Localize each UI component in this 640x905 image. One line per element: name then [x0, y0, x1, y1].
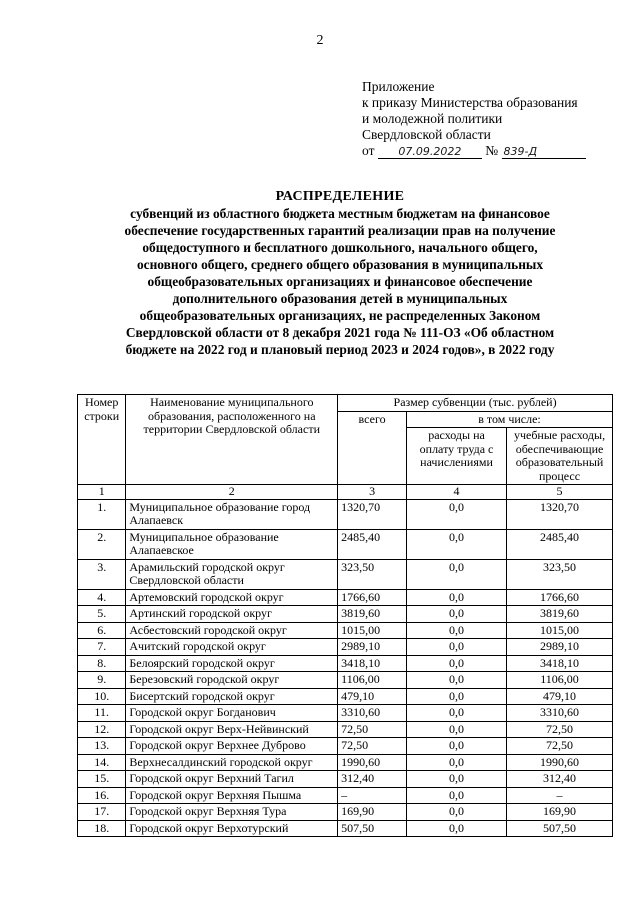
- pay-expenses-cell: 0,0: [406, 559, 506, 589]
- distribution-table: [77, 394, 613, 837]
- edu-expenses-cell: 3310,60: [507, 705, 613, 722]
- pay-expenses-cell: 0,0: [406, 499, 506, 529]
- handwritten-order-number: 839-Д: [502, 145, 586, 159]
- pay-expenses-cell: 0,0: [406, 655, 506, 672]
- total-cell: 72,50: [338, 721, 407, 738]
- row-number-cell: 17.: [78, 804, 126, 821]
- municipality-name-cell: Городской округ Верхняя Пышма: [126, 787, 338, 804]
- edu-expenses-cell: 1106,00: [507, 672, 613, 689]
- municipality-name-cell: Артемовский городской округ: [126, 589, 338, 606]
- header-row-number: Номер строки: [78, 395, 126, 485]
- municipality-name-cell: Городской округ Верхняя Тура: [126, 804, 338, 821]
- title-line: основного общего, среднего общего образования в муниципальных: [136, 257, 544, 272]
- title-heading: РАСПРЕДЕЛЕНИЕ: [275, 189, 405, 204]
- table-row: [78, 672, 613, 689]
- annex-line-1: Приложение: [362, 79, 435, 94]
- municipality-name-cell: Арамильский городской округ Свердловской области: [126, 559, 338, 589]
- edu-expenses-cell: 2989,10: [507, 639, 613, 656]
- edu-expenses-cell: 72,50: [507, 738, 613, 755]
- from-label: от: [362, 143, 375, 158]
- municipality-name-cell: Муниципальное образование Алапаевское: [126, 529, 338, 559]
- row-number-cell: 1.: [78, 499, 126, 529]
- table-row: [78, 754, 613, 771]
- total-cell: 169,90: [338, 804, 407, 821]
- municipality-name-cell: Муниципальное образование город Алапаевск: [126, 499, 338, 529]
- table-row: [78, 705, 613, 722]
- total-cell: 3418,10: [338, 655, 407, 672]
- total-cell: 3819,60: [338, 606, 407, 623]
- total-cell: 323,50: [338, 559, 407, 589]
- annex-block: [362, 79, 586, 159]
- column-number: 3: [338, 485, 407, 500]
- row-number-cell: 11.: [78, 705, 126, 722]
- row-number-cell: 16.: [78, 787, 126, 804]
- edu-expenses-cell: 1766,60: [507, 589, 613, 606]
- header-pay-expenses: расходы на оплату труда с начислениями: [406, 428, 506, 485]
- table-row: [78, 639, 613, 656]
- edu-expenses-cell: 72,50: [507, 721, 613, 738]
- pay-expenses-cell: 0,0: [406, 589, 506, 606]
- title-line: бюджете на 2022 год и плановый период 2023 и 2024 годов», в 2022 году: [125, 342, 555, 357]
- pay-expenses-cell: 0,0: [406, 705, 506, 722]
- pay-expenses-cell: 0,0: [406, 787, 506, 804]
- edu-expenses-cell: 323,50: [507, 559, 613, 589]
- page-number: 2: [316, 33, 324, 48]
- row-number-cell: 9.: [78, 672, 126, 689]
- table-row: [78, 804, 613, 821]
- total-cell: 2485,40: [338, 529, 407, 559]
- document-title: [80, 188, 600, 358]
- column-numbers-row: [78, 485, 613, 500]
- municipality-name-cell: Белоярский городской округ: [126, 655, 338, 672]
- edu-expenses-cell: 3418,10: [507, 655, 613, 672]
- column-number: 4: [406, 485, 506, 500]
- total-cell: –: [338, 787, 407, 804]
- annex-line-3: и молодежной политики: [362, 111, 503, 126]
- column-number: 1: [78, 485, 126, 500]
- municipality-name-cell: Городской округ Верхотурский: [126, 820, 338, 837]
- pay-expenses-cell: 0,0: [406, 529, 506, 559]
- annex-line-2: к приказу Министерства образования: [362, 95, 578, 110]
- table-row: [78, 787, 613, 804]
- total-cell: 1990,60: [338, 754, 407, 771]
- table-row: [78, 688, 613, 705]
- total-cell: 312,40: [338, 771, 407, 788]
- title-line: дополнительного образования детей в муниципальных: [172, 291, 508, 306]
- row-number-cell: 4.: [78, 589, 126, 606]
- table-row: [78, 738, 613, 755]
- edu-expenses-cell: 3819,60: [507, 606, 613, 623]
- annex-line-4: Свердловской области: [362, 127, 491, 142]
- edu-expenses-cell: 1320,70: [507, 499, 613, 529]
- table-row: [78, 820, 613, 837]
- pay-expenses-cell: 0,0: [406, 738, 506, 755]
- total-cell: 1766,60: [338, 589, 407, 606]
- row-number-cell: 18.: [78, 820, 126, 837]
- row-number-cell: 5.: [78, 606, 126, 623]
- header-edu-expenses: учебные расходы, обеспечивающие образовательный процесс: [507, 428, 613, 485]
- edu-expenses-cell: 1990,60: [507, 754, 613, 771]
- row-number-cell: 12.: [78, 721, 126, 738]
- row-number-cell: 15.: [78, 771, 126, 788]
- municipality-name-cell: Городской округ Верх-Нейвинский: [126, 721, 338, 738]
- municipality-name-cell: Артинский городской округ: [126, 606, 338, 623]
- edu-expenses-cell: –: [507, 787, 613, 804]
- title-line: Свердловской области от 8 декабря 2021 года № 111-ОЗ «Об областном: [125, 325, 555, 340]
- title-subtitle: [80, 205, 600, 358]
- table-row: [78, 606, 613, 623]
- municipality-name-cell: Городской округ Верхний Тагил: [126, 771, 338, 788]
- total-cell: 1106,00: [338, 672, 407, 689]
- total-cell: 507,50: [338, 820, 407, 837]
- pay-expenses-cell: 0,0: [406, 639, 506, 656]
- edu-expenses-cell: 312,40: [507, 771, 613, 788]
- header-total: всего: [338, 411, 407, 485]
- municipality-name-cell: Городской округ Богданович: [126, 705, 338, 722]
- edu-expenses-cell: 2485,40: [507, 529, 613, 559]
- pay-expenses-cell: 0,0: [406, 606, 506, 623]
- title-line: общедоступного и бесплатного дошкольного, начального общего,: [142, 240, 538, 255]
- title-line: обеспечение государственных гарантий реализации прав на получение: [124, 223, 556, 238]
- table-row: [78, 499, 613, 529]
- edu-expenses-cell: 1015,00: [507, 622, 613, 639]
- total-cell: 1320,70: [338, 499, 407, 529]
- table-row: [78, 529, 613, 559]
- handwritten-date: 07.09.2022: [378, 145, 482, 159]
- row-number-cell: 13.: [78, 738, 126, 755]
- edu-expenses-cell: 507,50: [507, 820, 613, 837]
- municipality-name-cell: Асбестовский городской округ: [126, 622, 338, 639]
- row-number-cell: 6.: [78, 622, 126, 639]
- edu-expenses-cell: 479,10: [507, 688, 613, 705]
- table-row: [78, 622, 613, 639]
- table-row: [78, 559, 613, 589]
- pay-expenses-cell: 0,0: [406, 672, 506, 689]
- total-cell: 2989,10: [338, 639, 407, 656]
- table-row: [78, 589, 613, 606]
- row-number-cell: 7.: [78, 639, 126, 656]
- total-cell: 479,10: [338, 688, 407, 705]
- row-number-cell: 8.: [78, 655, 126, 672]
- municipality-name-cell: Городской округ Верхнее Дуброво: [126, 738, 338, 755]
- edu-expenses-cell: 169,90: [507, 804, 613, 821]
- pay-expenses-cell: 0,0: [406, 754, 506, 771]
- title-line: общеобразовательных организациях, не распределенных Законом: [139, 308, 541, 323]
- municipality-name-cell: Березовский городской округ: [126, 672, 338, 689]
- pay-expenses-cell: 0,0: [406, 820, 506, 837]
- row-number-cell: 14.: [78, 754, 126, 771]
- pay-expenses-cell: 0,0: [406, 771, 506, 788]
- row-number-cell: 2.: [78, 529, 126, 559]
- municipality-name-cell: Бисертский городской округ: [126, 688, 338, 705]
- title-line: общеобразовательных организациях и финансовое обеспечение: [147, 274, 533, 289]
- total-cell: 1015,00: [338, 622, 407, 639]
- table-row: [78, 655, 613, 672]
- municipality-name-cell: Ачитский городской округ: [126, 639, 338, 656]
- row-number-cell: 10.: [78, 688, 126, 705]
- header-subsidy-size: Размер субвенции (тыс. рублей): [338, 395, 613, 412]
- title-line: субвенций из областного бюджета местным бюджетам на финансовое: [130, 206, 550, 221]
- header-including: в том числе:: [406, 411, 612, 428]
- column-number: 5: [507, 485, 613, 500]
- municipality-name-cell: Верхнесалдинский городской округ: [126, 754, 338, 771]
- column-number: 2: [126, 485, 338, 500]
- table-row: [78, 771, 613, 788]
- pay-expenses-cell: 0,0: [406, 622, 506, 639]
- table-row: [78, 721, 613, 738]
- number-label: №: [485, 143, 499, 158]
- pay-expenses-cell: 0,0: [406, 688, 506, 705]
- total-cell: 72,50: [338, 738, 407, 755]
- header-municipality-name: Наименование муниципального образования, расположенного на территории Свердловской области: [126, 395, 338, 485]
- row-number-cell: 3.: [78, 559, 126, 589]
- total-cell: 3310,60: [338, 705, 407, 722]
- pay-expenses-cell: 0,0: [406, 721, 506, 738]
- order-date-number-line: [362, 143, 586, 159]
- pay-expenses-cell: 0,0: [406, 804, 506, 821]
